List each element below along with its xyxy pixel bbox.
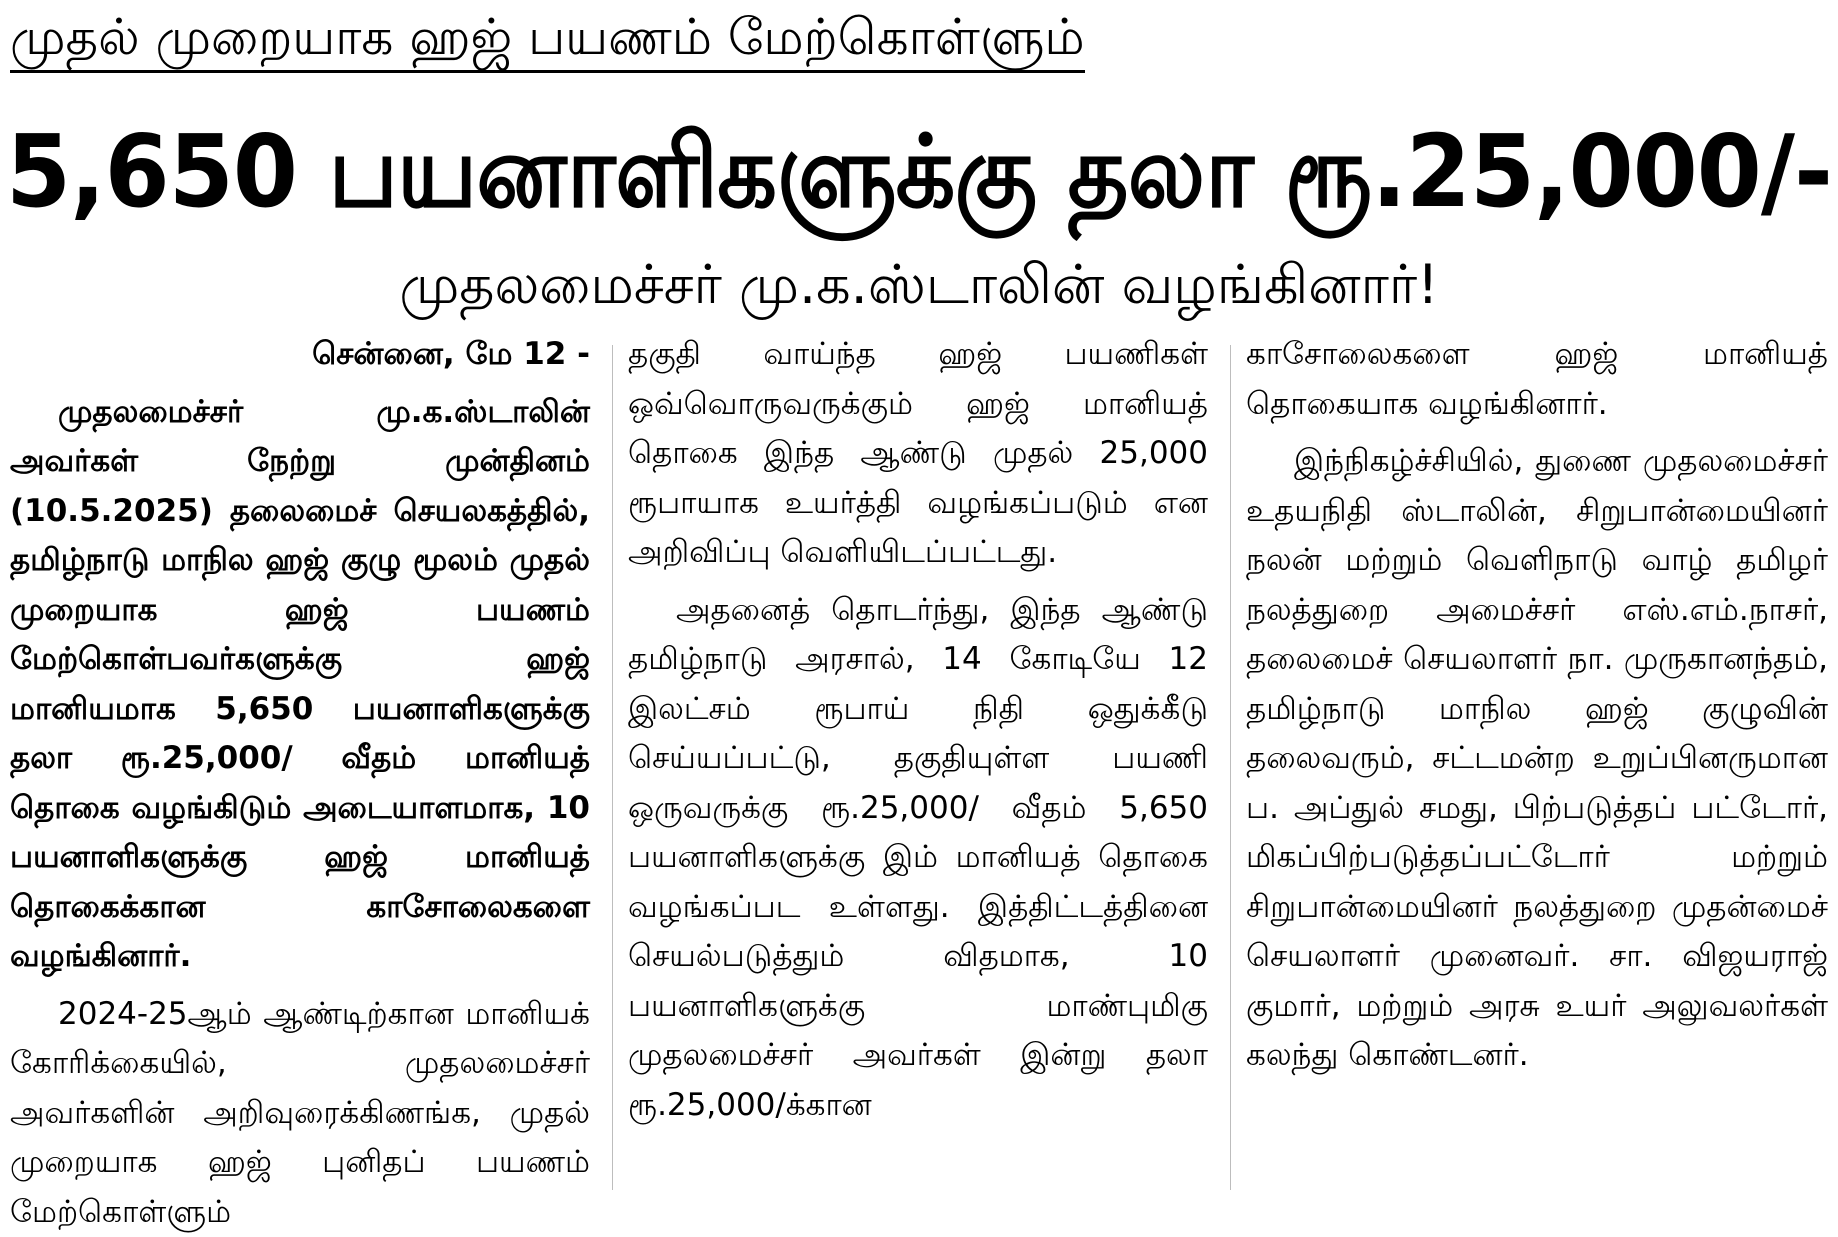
article-column-1 [10, 330, 590, 1200]
column-divider [1230, 345, 1231, 1190]
article-paragraph: தகுதி வாய்ந்த ஹஜ் பயணிகள் ஒவ்வொருவருக்கும் ஹஜ் மானியத் தொகை இந்த ஆண்டு முதல் 25,000 ரூபாயாக உயர்த்தி வழங்கப்படும் என அறிவிப்பு வெளியிடப்பட்டது. [628, 330, 1208, 578]
article-lead-paragraph: முதலமைச்சர் மு.க.ஸ்டாலின் அவர்கள் நேற்று முன்தினம் (10.5.2025) தலைமைச் செயலகத்தில், தமிழ்நாடு மாநில ஹஜ் குழு மூலம் முதல் முறையாக ஹஜ் பயணம் மேற்கொள்பவர்களுக்கு ஹஜ் மானியமாக 5,650 பயனாளிகளுக்கு தலா ரூ.25,000/ வீதம் மானியத் தொகை வழங்கிடும் அடையாளமாக, 10 பயனாளிகளுக்கு ஹஜ் மானியத் தொகைக்கான காசோலைகளை வழங்கினார். [10, 388, 590, 982]
article-paragraph: 2024-25ஆம் ஆண்டிற்கான மானியக் கோரிக்கையில், முதலமைச்சர் அவர்களின் அறிவுரைக்கிணங்க, முதல் முறையாக ஹஜ் புனிதப் பயணம் மேற்கொள்ளும் [10, 990, 590, 1237]
column-divider [612, 345, 613, 1190]
article-column-3 [1246, 330, 1828, 1200]
article-paragraph: காசோலைகளை ஹஜ் மானியத் தொகையாக வழங்கினார். [1246, 330, 1828, 429]
article-headline: 5,650 பயனாளிகளுக்கு தலா ரூ.25,000/- [6, 112, 1712, 232]
article-paragraph: அதனைத் தொடர்ந்து, இந்த ஆண்டு தமிழ்நாடு அரசால், 14 கோடியே 12 இலட்சம் ரூபாய் நிதி ஒதுக்கீடு செய்யப்பட்டு, தகுதியுள்ள பயணி ஒருவருக்கு ரூ.25,000/ வீதம் 5,650 பயனாளிகளுக்கு இம் மானியத் தொகை வழங்கப்பட உள்ளது. இத்திட்டத்தினை செயல்படுத்தும் விதமாக, 10 பயனாளிகளுக்கு மாண்புமிகு முதலமைச்சர் அவர்கள் இன்று தலா ரூ.25,000/க்கான [628, 586, 1208, 1131]
article-kicker: முதல் முறையாக ஹஜ் பயணம் மேற்கொள்ளும் [10, 6, 1085, 73]
article-column-2 [628, 330, 1208, 1200]
article-subhead: முதலமைச்சர் மு.க.ஸ்டாலின் வழங்கினார்! [0, 250, 1838, 320]
article-paragraph: இந்நிகழ்ச்சியில், துணை முதலமைச்சர் உதயநிதி ஸ்டாலின், சிறுபான்மையினர் நலன் மற்றும் வெளிநாடு வாழ் தமிழர் நலத்துறை அமைச்சர் எஸ்.எம்.நாசர், தலைமைச் செயலாளர் நா. முருகானந்தம், தமிழ்நாடு மாநில ஹஜ் குழுவின் தலைவரும், சட்டமன்ற உறுப்பினருமான ப. அப்துல் சமது, பிற்படுத்தப் பட்டோர், மிகப்பிற்படுத்தப்பட்டோர் மற்றும் சிறுபான்மையினர் நலத்துறை முதன்மைச் செயலாளர் முனைவர். சா. விஜயராஜ் குமார், மற்றும் அரசு உயர் அலுவலர்கள் கலந்து கொண்டனர். [1246, 437, 1828, 1081]
article-dateline: சென்னை, மே 12 - [10, 330, 590, 380]
